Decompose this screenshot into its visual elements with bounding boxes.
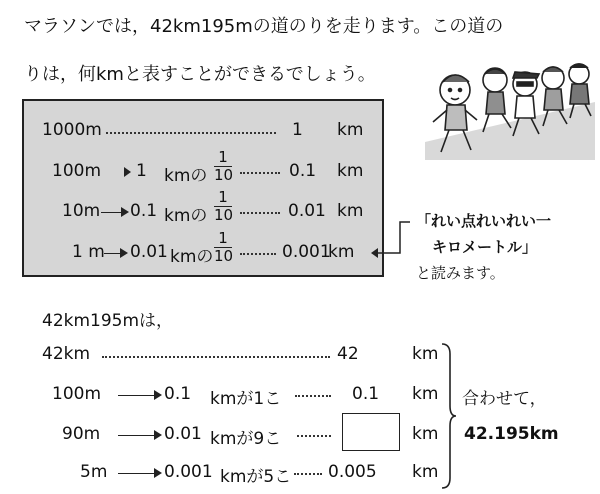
calc-row4-mid: 0.001 (164, 462, 213, 482)
box-row3-left: 10m (62, 201, 101, 221)
calc-row4-mid-unit: kmが5こ (220, 467, 292, 487)
box-row4-pointer (371, 248, 378, 258)
calc-row2-arrow (118, 395, 160, 396)
box-row1-left: 1000m (42, 120, 102, 140)
box-row3-arrow (101, 212, 127, 213)
calc-row3-dots (297, 435, 331, 437)
box-row2-fraction (214, 150, 232, 183)
box-row4-fraction (214, 231, 232, 264)
box-row2-left: 100m (52, 161, 102, 181)
box-row3-denominator: 10 (214, 206, 234, 224)
intro-line-1: マラソンでは，42km195mの道のりを走ります。この道の (24, 16, 504, 37)
calc-row4-dots (294, 473, 322, 475)
box-row2-arrow (124, 167, 131, 177)
sum-value: 42.195km (464, 424, 559, 444)
box-row3-mid-unit: kmの (164, 206, 208, 226)
calc-row4-arrow (118, 473, 160, 474)
intro-line-2: りは，何kmと表すことができるでしょう。 (24, 64, 376, 85)
box-row2-dots (240, 172, 280, 174)
box-row2-unit: km (337, 161, 364, 181)
calc-row1-unit: km (412, 344, 439, 364)
box-row2-value: 0.1 (289, 161, 317, 181)
calc-row2-left: 100m (52, 384, 102, 404)
calc-row1-left: 42km (42, 344, 91, 364)
calc-row3-unit: km (412, 424, 439, 444)
box-row4-denominator: 10 (214, 247, 234, 265)
box-row1-value: 1 (292, 120, 303, 140)
calc-row3-mid: 0.01 (164, 424, 202, 444)
box-row1-dots (106, 132, 276, 134)
box-row3-unit: km (337, 201, 364, 221)
box-row3-numerator: 1 (218, 188, 228, 206)
calc-row1-value: 42 (337, 344, 359, 364)
calc-heading: 42km195mは， (42, 311, 174, 331)
box-row4-arrow (104, 253, 126, 254)
box-row3-fraction (214, 190, 232, 223)
note-reading-line-1: 「れい点れいれい一 (416, 212, 552, 230)
calc-row4-left: 5m (80, 462, 108, 482)
calc-row4-unit: km (412, 462, 439, 482)
box-row4-value: 0.001 (282, 242, 331, 262)
box-row2-mid: 1 (136, 161, 147, 181)
calc-row3-left: 90m (62, 424, 101, 444)
sum-label: 合わせて， (462, 389, 547, 409)
calc-row3-arrow (118, 435, 160, 436)
box-row3-mid: 0.1 (130, 201, 158, 221)
box-row2-mid-unit: kmの (164, 166, 208, 186)
note-reading-line-2: キロメートル」 (432, 238, 538, 256)
box-row3-dots (240, 212, 280, 214)
calc-row2-unit: km (412, 384, 439, 404)
box-row4-unit: km (328, 242, 355, 262)
answer-input-box[interactable] (342, 413, 400, 451)
box-row2-denominator: 10 (214, 166, 234, 184)
box-row4-dots (240, 253, 276, 255)
box-row3-value: 0.01 (288, 201, 326, 221)
box-row4-mid-unit: kmの (170, 247, 214, 267)
calc-row3-mid-unit: kmが9こ (210, 429, 282, 449)
note-reading-line-3: と読みます。 (416, 264, 505, 282)
calc-row2-mid: 0.1 (164, 384, 192, 404)
box-row1-unit: km (337, 120, 364, 140)
note-connector-line (378, 218, 412, 260)
calc-row2-dots (295, 395, 331, 397)
box-row4-numerator: 1 (218, 229, 228, 247)
right-brace (440, 342, 458, 490)
box-row2-numerator: 1 (218, 148, 228, 166)
box-row4-mid: 0.01 (130, 242, 168, 262)
calc-row2-value: 0.1 (352, 384, 380, 404)
calc-row1-dots (102, 356, 330, 358)
runners-illustration (425, 62, 595, 160)
box-row4-left: 1 m (72, 242, 105, 262)
calc-row4-value: 0.005 (328, 462, 377, 482)
calc-row2-mid-unit: kmが1こ (210, 389, 282, 409)
